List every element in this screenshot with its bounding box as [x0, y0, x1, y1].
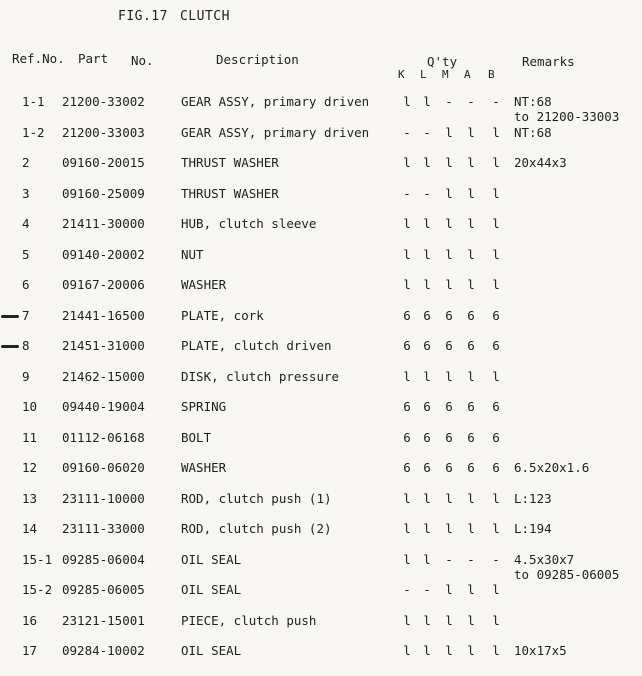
- qty-a: l: [467, 216, 475, 231]
- qty-m: l: [445, 277, 453, 292]
- description: GEAR ASSY, primary driven: [181, 94, 370, 109]
- qty-l: 6: [423, 399, 431, 414]
- qty-a: l: [467, 368, 475, 384]
- qty-k: l: [403, 94, 411, 109]
- qty-a: l: [467, 582, 475, 597]
- table-row: [0, 576, 642, 606]
- ref-no: 4: [22, 216, 30, 231]
- qty-k: 6: [403, 307, 411, 323]
- qty-k: -: [403, 185, 411, 201]
- qty-k: l: [403, 155, 411, 170]
- description: HUB, clutch sleeve: [181, 216, 317, 231]
- ref-no: 13: [22, 490, 38, 506]
- qty-a: 6: [467, 307, 475, 323]
- table-row: [0, 637, 642, 667]
- part-no: 23121-15001: [62, 612, 145, 628]
- qty-b: l: [492, 368, 500, 384]
- qty-b: l: [492, 216, 500, 231]
- table-row: [0, 119, 642, 149]
- remarks-line: 10x17x5: [514, 643, 567, 658]
- qty-a: l: [467, 124, 475, 140]
- description: THRUST WASHER: [181, 185, 279, 201]
- qty-k: l: [403, 490, 411, 506]
- qty-k: -: [403, 582, 411, 597]
- qty-column-m: M: [442, 68, 449, 81]
- qty-a: l: [467, 246, 475, 262]
- qty-m: l: [445, 582, 453, 597]
- remarks-line: L:194: [514, 521, 552, 536]
- table-row: [0, 241, 642, 271]
- qty-m: l: [445, 246, 453, 262]
- description: PIECE, clutch push: [181, 612, 317, 628]
- qty-m: 6: [445, 399, 453, 414]
- qty-m: l: [445, 216, 453, 231]
- qty-l: l: [423, 490, 431, 506]
- qty-b: l: [492, 582, 500, 597]
- description: PLATE, clutch driven: [181, 338, 332, 353]
- qty-l: l: [423, 277, 431, 292]
- ref-no: 17: [22, 643, 38, 658]
- qty-a: 6: [467, 399, 475, 414]
- table-row: [0, 515, 642, 545]
- qty-k: l: [403, 216, 411, 231]
- ref-no: 7: [22, 307, 30, 323]
- table-row: [0, 302, 642, 332]
- table-row: [0, 332, 642, 362]
- description: GEAR ASSY, primary driven: [181, 124, 370, 140]
- qty-column-l: L: [420, 68, 427, 81]
- qty-l: l: [423, 612, 431, 628]
- qty-k: l: [403, 612, 411, 628]
- remarks-line: L:123: [514, 490, 552, 506]
- part-no: 21441-16500: [62, 307, 145, 323]
- part-no: 23111-33000: [62, 521, 145, 536]
- part-no: 09160-25009: [62, 185, 145, 201]
- table-row: [0, 271, 642, 301]
- table-row: [0, 485, 642, 515]
- qty-m: -: [445, 94, 453, 109]
- qty-k: l: [403, 277, 411, 292]
- qty-l: 6: [423, 307, 431, 323]
- header-qty: Q'ty: [427, 54, 458, 69]
- qty-b: 6: [492, 307, 500, 323]
- part-no: 23111-10000: [62, 490, 145, 506]
- qty-l: -: [423, 582, 431, 597]
- description: PLATE, cork: [181, 307, 264, 323]
- qty-a: -: [467, 551, 475, 567]
- qty-b: l: [492, 155, 500, 170]
- remarks: [514, 155, 567, 170]
- remarks: [514, 521, 552, 536]
- ref-no: 5: [22, 246, 30, 262]
- part-no: 09160-06020: [62, 460, 145, 475]
- part-no: 09440-19004: [62, 399, 145, 414]
- qty-k: 6: [403, 399, 411, 414]
- description: THRUST WASHER: [181, 155, 279, 170]
- qty-m: 6: [445, 307, 453, 323]
- qty-m: l: [445, 155, 453, 170]
- description: OIL SEAL: [181, 551, 242, 567]
- qty-b: l: [492, 124, 500, 140]
- ref-no: 1-2: [22, 124, 45, 140]
- table-row: [0, 607, 642, 637]
- ref-no: 3: [22, 185, 30, 201]
- part-no: 09284-10002: [62, 643, 145, 658]
- table-row: [0, 149, 642, 179]
- ref-no: 11: [22, 429, 38, 445]
- qty-b: 6: [492, 338, 500, 353]
- qty-k: l: [403, 551, 411, 567]
- description: ROD, clutch push (1): [181, 490, 332, 506]
- qty-m: 6: [445, 460, 453, 475]
- qty-m: l: [445, 521, 453, 536]
- table-row: [0, 454, 642, 484]
- qty-l: l: [423, 246, 431, 262]
- figure-title: [118, 9, 230, 24]
- figure-name: CLUTCH: [179, 9, 230, 24]
- table-row: [0, 393, 642, 423]
- qty-k: l: [403, 368, 411, 384]
- header-ref-no: Ref.No.: [12, 51, 65, 66]
- qty-column-k: K: [398, 68, 405, 81]
- qty-b: 6: [492, 429, 500, 445]
- qty-l: -: [423, 185, 431, 201]
- qty-b: -: [492, 551, 500, 567]
- part-no: 21451-31000: [62, 338, 145, 353]
- qty-l: -: [423, 124, 431, 140]
- qty-b: 6: [492, 460, 500, 475]
- part-no: 21200-33003: [62, 124, 145, 140]
- qty-m: 6: [445, 338, 453, 353]
- part-no: 09167-20006: [62, 277, 145, 292]
- header-no: No.: [131, 53, 154, 68]
- qty-a: l: [467, 612, 475, 628]
- qty-b: l: [492, 643, 500, 658]
- qty-a: l: [467, 643, 475, 658]
- description: BOLT: [181, 429, 212, 445]
- qty-column-labels: [398, 68, 504, 82]
- qty-l: l: [423, 551, 431, 567]
- qty-b: l: [492, 246, 500, 262]
- description: OIL SEAL: [181, 582, 242, 597]
- part-no: 01112-06168: [62, 429, 145, 445]
- qty-l: l: [423, 521, 431, 536]
- header-remarks: Remarks: [522, 54, 575, 69]
- qty-m: 6: [445, 429, 453, 445]
- table-row: [0, 210, 642, 240]
- qty-m: l: [445, 185, 453, 201]
- qty-b: l: [492, 185, 500, 201]
- qty-k: 6: [403, 429, 411, 445]
- pen-mark: [1, 345, 19, 348]
- part-no: 21462-15000: [62, 368, 145, 384]
- qty-a: 6: [467, 338, 475, 353]
- ref-no: 12: [22, 460, 38, 475]
- description: WASHER: [181, 460, 227, 475]
- remarks-line: NT:68: [514, 124, 552, 140]
- ref-no: 8: [22, 338, 30, 353]
- qty-k: l: [403, 246, 411, 262]
- description: OIL SEAL: [181, 643, 242, 658]
- description: WASHER: [181, 277, 227, 292]
- qty-l: l: [423, 94, 431, 109]
- description: DISK, clutch pressure: [181, 368, 340, 384]
- ref-no: 2: [22, 155, 30, 170]
- ref-no: 16: [22, 612, 38, 628]
- table-row: [0, 363, 642, 393]
- qty-m: l: [445, 643, 453, 658]
- description: NUT: [181, 246, 204, 262]
- qty-a: l: [467, 155, 475, 170]
- qty-a: l: [467, 185, 475, 201]
- qty-m: l: [445, 124, 453, 140]
- ref-no: 10: [22, 399, 38, 414]
- header-description: Description: [216, 52, 299, 67]
- ref-no: 9: [22, 368, 30, 384]
- qty-k: 6: [403, 338, 411, 353]
- remarks-line: to 09285-06005: [514, 566, 620, 582]
- remarks-line: 4.5x30x7: [514, 551, 575, 567]
- qty-a: 6: [467, 460, 475, 475]
- qty-a: l: [467, 521, 475, 536]
- qty-k: l: [403, 643, 411, 658]
- figure-number: FIG.17: [118, 9, 168, 24]
- pen-mark: [1, 315, 19, 318]
- qty-l: l: [423, 216, 431, 231]
- qty-b: -: [492, 94, 500, 109]
- remarks: [514, 491, 552, 506]
- qty-column-a: A: [464, 68, 471, 81]
- qty-k: 6: [403, 460, 411, 475]
- table-row: [0, 546, 642, 582]
- qty-a: 6: [467, 429, 475, 445]
- description: SPRING: [181, 399, 227, 414]
- qty-m: l: [445, 490, 453, 506]
- qty-l: 6: [423, 429, 431, 445]
- ref-no: 14: [22, 521, 38, 536]
- qty-a: l: [467, 277, 475, 292]
- remarks-line: 20x44x3: [514, 155, 567, 170]
- qty-l: l: [423, 155, 431, 170]
- qty-b: l: [492, 490, 500, 506]
- qty-a: l: [467, 490, 475, 506]
- qty-m: l: [445, 612, 453, 628]
- qty-b: l: [492, 277, 500, 292]
- part-no: 09160-20015: [62, 155, 145, 170]
- qty-m: -: [445, 551, 453, 567]
- remarks-line: 6.5x20x1.6: [514, 460, 590, 475]
- remarks-line: to 21200-33003: [514, 109, 620, 124]
- table-row: [0, 88, 642, 124]
- table-row: [0, 424, 642, 454]
- qty-k: -: [403, 124, 411, 140]
- qty-m: l: [445, 368, 453, 384]
- qty-k: l: [403, 521, 411, 536]
- ref-no: 15-2: [22, 582, 53, 597]
- remarks-line: NT:68: [514, 94, 552, 109]
- part-no: 21411-30000: [62, 216, 145, 231]
- part-no: 09285-06004: [62, 551, 145, 567]
- qty-b: l: [492, 521, 500, 536]
- description: ROD, clutch push (2): [181, 521, 332, 536]
- ref-no: 15-1: [22, 551, 53, 567]
- part-no: 21200-33002: [62, 94, 145, 109]
- qty-column-b: B: [488, 68, 495, 81]
- qty-b: l: [492, 612, 500, 628]
- header-part: Part: [78, 51, 109, 66]
- qty-l: 6: [423, 338, 431, 353]
- ref-no: 1-1: [22, 94, 45, 109]
- part-no: 09140-20002: [62, 246, 145, 262]
- qty-l: l: [423, 643, 431, 658]
- table-row: [0, 180, 642, 210]
- qty-b: 6: [492, 399, 500, 414]
- qty-a: -: [467, 94, 475, 109]
- ref-no: 6: [22, 277, 30, 292]
- qty-l: l: [423, 368, 431, 384]
- remarks: [514, 125, 552, 140]
- remarks: [514, 643, 567, 658]
- part-no: 09285-06005: [62, 582, 145, 597]
- remarks: [514, 460, 589, 475]
- qty-l: 6: [423, 460, 431, 475]
